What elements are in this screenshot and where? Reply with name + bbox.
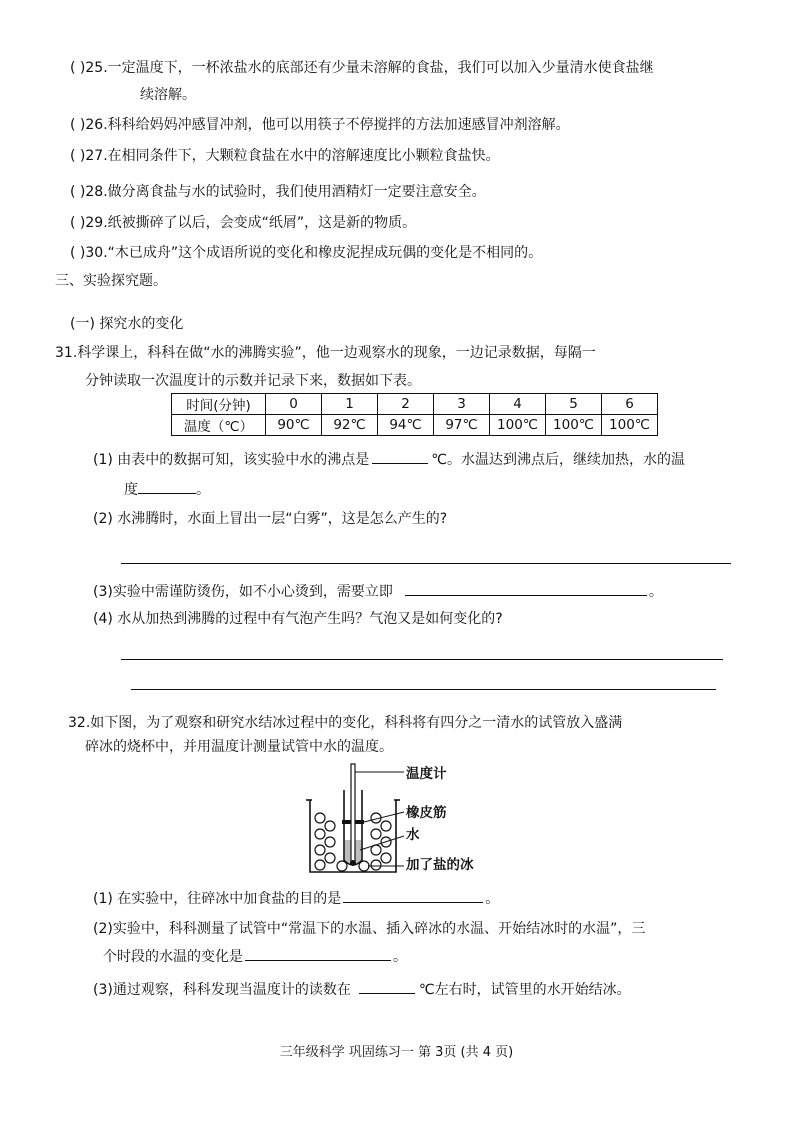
part1-text-b: ℃。水温达到沸点后，继续加热，水的温 bbox=[431, 452, 686, 468]
part1-text: (1) 在实验中，往碎冰中加食盐的目的是 bbox=[93, 891, 342, 907]
answer-paren-26[interactable]: ( ) bbox=[70, 117, 86, 133]
table-cell: 1 bbox=[322, 394, 378, 415]
question-32-part1 bbox=[93, 889, 499, 908]
salt-purpose-blank[interactable] bbox=[343, 889, 483, 903]
question-26-text: 26.科科给妈妈冲感冒冲剂，他可以用筷子不停搅拌的方法加速感冒冲剂溶解。 bbox=[85, 117, 570, 133]
table-cell: 90℃ bbox=[266, 415, 322, 436]
label-water: 水 bbox=[406, 827, 420, 843]
answer-paren-29[interactable]: ( ) bbox=[70, 215, 86, 231]
table-cell: 100℃ bbox=[602, 415, 658, 436]
question-30-text: 30.“木已成舟”这个成语所说的变化和橡皮泥捏成玩偶的变化是不相同的。 bbox=[85, 245, 543, 261]
part1-text: (1) 由表中的数据可知，该实验中水的沸点是 bbox=[93, 452, 370, 468]
question-27 bbox=[70, 147, 500, 165]
page-footer: 三年级科学 巩固练习一 第 3页 (共 4 页) bbox=[279, 1045, 514, 1060]
question-29 bbox=[70, 214, 416, 232]
part1-text-b: 。 bbox=[485, 891, 500, 907]
question-30 bbox=[70, 244, 542, 262]
question-25 bbox=[70, 59, 654, 77]
table-row bbox=[172, 394, 658, 415]
temperature-trend-blank[interactable] bbox=[245, 947, 391, 961]
part3-text: (3)通过观察，科科发现当温度计的读数在 bbox=[93, 982, 351, 998]
question-32-line1: 32.如下图，为了观察和研究水结冰过程中的变化，科科将有四分之一清水的试管放入盛满 bbox=[68, 715, 623, 731]
part3-text: (3)实验中需谨防烫伤，如不小心烫到，需要立即 bbox=[93, 584, 393, 600]
part3-text-b: ℃左右时，试管里的水开始结冰。 bbox=[418, 982, 631, 998]
table-cell: 5 bbox=[546, 394, 602, 415]
table-cell: 94℃ bbox=[378, 415, 434, 436]
question-32-line2: 碎冰的烧杯中，并用温度计测量试管中水的温度。 bbox=[85, 739, 393, 755]
part3-text-b: 。 bbox=[648, 584, 663, 600]
table-cell: 100℃ bbox=[490, 415, 546, 436]
question-28-text: 28.做分离食盐与水的试验时，我们使用酒精灯一定要注意安全。 bbox=[85, 184, 486, 200]
part2-text-c: 。 bbox=[393, 949, 407, 965]
table-cell: 4 bbox=[490, 394, 546, 415]
question-25-continuation: 续溶解。 bbox=[140, 87, 196, 103]
question-31-line2: 分钟读取一次温度计的示数并记录下来，数据如下表。 bbox=[85, 373, 421, 389]
table-cell: 时间(分钟) bbox=[172, 394, 266, 415]
answer-paren-25[interactable]: ( ) bbox=[70, 60, 86, 76]
table-cell: 3 bbox=[434, 394, 490, 415]
subsection-heading: (一) 探究水的变化 bbox=[70, 316, 184, 332]
question-31-part2: (2) 水沸腾时，水面上冒出一层“白雾”，这是怎么产生的? bbox=[93, 511, 448, 527]
table-cell: 0 bbox=[266, 394, 322, 415]
answer-paren-28[interactable]: ( ) bbox=[70, 184, 86, 200]
question-31-part3 bbox=[93, 582, 663, 601]
answer-line-white-fog[interactable] bbox=[121, 563, 731, 564]
label-rubber-band: 橡皮筋 bbox=[406, 805, 447, 821]
part1-text-d: 。 bbox=[196, 482, 210, 498]
freezing-point-blank[interactable] bbox=[359, 980, 415, 994]
answer-line-bubbles-1[interactable] bbox=[121, 659, 723, 660]
label-thermometer: 温度计 bbox=[406, 766, 447, 782]
answer-paren-30[interactable]: ( ) bbox=[70, 245, 86, 261]
question-31-part1-cont bbox=[124, 480, 210, 499]
table-cell: 92℃ bbox=[322, 415, 378, 436]
table-cell: 温度（℃） bbox=[172, 415, 266, 436]
burn-treatment-blank[interactable] bbox=[405, 582, 647, 596]
label-salted-ice: 加了盐的冰 bbox=[406, 857, 474, 873]
question-29-text: 29.纸被撕碎了以后，会变成“纸屑”，这是新的物质。 bbox=[85, 215, 417, 231]
table-cell: 97℃ bbox=[434, 415, 490, 436]
part2-text-b: 个时段的水温的变化是 bbox=[103, 949, 243, 965]
answer-paren-27[interactable]: ( ) bbox=[70, 148, 86, 164]
table-cell: 2 bbox=[378, 394, 434, 415]
question-25-text: 25.一定温度下，一杯浓盐水的底部还有少量未溶解的食盐，我们可以加入少量清水使食盐继 bbox=[85, 60, 654, 76]
question-27-text: 27.在相同条件下，大颗粒食盐在水中的溶解速度比小颗粒食盐快。 bbox=[85, 148, 500, 164]
question-26 bbox=[70, 116, 570, 134]
table-cell: 6 bbox=[602, 394, 658, 415]
question-31-part4: (4) 水从加热到沸腾的过程中有气泡产生吗？气泡又是如何变化的? bbox=[93, 611, 503, 627]
part1-text-c: 度 bbox=[124, 482, 138, 498]
question-28 bbox=[70, 183, 486, 201]
question-31-line1: 31.科学课上，科科在做“水的沸腾实验”，他一边观察水的现象，一边记录数据，每隔一 bbox=[55, 345, 596, 361]
question-32-part2: (2)实验中，科科测量了试管中“常温下的水温、插入碎冰的水温、开始结冰时的水温”，三 bbox=[93, 921, 646, 937]
answer-line-bubbles-2[interactable] bbox=[131, 689, 716, 690]
table-row bbox=[172, 415, 658, 436]
question-32-part3 bbox=[93, 980, 631, 999]
boiling-point-blank[interactable] bbox=[372, 450, 428, 464]
table-cell: 100℃ bbox=[546, 415, 602, 436]
temperature-change-blank[interactable] bbox=[138, 480, 196, 494]
section-heading: 三、实验探究题。 bbox=[55, 273, 167, 289]
boiling-data-table bbox=[171, 393, 658, 436]
question-31-part1 bbox=[93, 450, 685, 469]
question-32-part2-cont bbox=[103, 947, 407, 966]
